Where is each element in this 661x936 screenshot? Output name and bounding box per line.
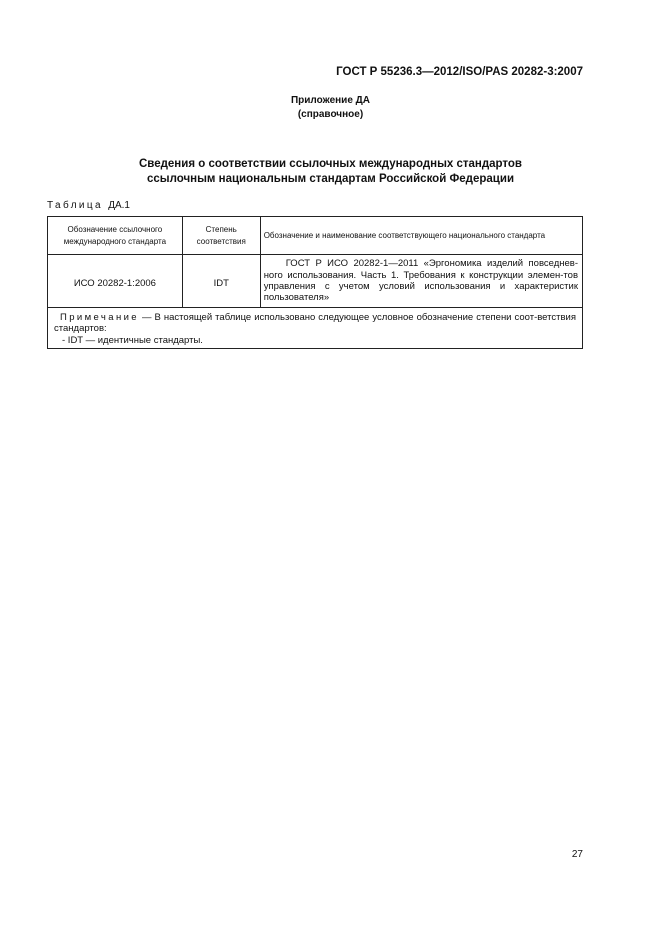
table-note-row: [48, 308, 583, 349]
cell-national-standard: ГОСТ Р ИСО 20282-1—2011 «Эргономика изделий повседнев-ного использования. Часть 1. Требования к конструкции элемен-тов управления с учетом условий использования и характеристик пользователя»: [260, 255, 582, 308]
section-title-line-2: ссылочным национальным стандартам Российской Федерации: [146, 173, 515, 185]
page-number: 27: [571, 849, 583, 860]
header-col2-line2: соответствия: [196, 236, 246, 246]
table-label: [47, 200, 130, 211]
header-international-standard: [48, 217, 183, 255]
header-national-standard: Обозначение и наименование соответствующего национального стандарта: [260, 217, 582, 255]
header-col2-line1: Степень: [205, 224, 237, 234]
table-row: [48, 255, 583, 308]
note-body: — В настоящей таблице использовано следующее условное обозначение степени соот-ветствия стандартов:: [54, 312, 576, 335]
table-header-row: [48, 217, 583, 255]
header-col1-line2: международного стандарта: [63, 236, 167, 246]
note-text: [54, 312, 576, 335]
section-title-line-1: Сведения о соответствии ссылочных международных стандартов: [138, 158, 522, 170]
section-title: [0, 157, 661, 187]
header-col1-line1: Обозначение ссылочного: [67, 224, 163, 234]
note-item: - IDT — идентичные стандарты.: [62, 334, 203, 346]
cell-international-standard: ИСО 20282-1:2006: [48, 255, 183, 308]
table-note: [48, 308, 583, 349]
header-degree-of-correspondence: [182, 217, 260, 255]
cell-degree: IDT: [182, 255, 260, 308]
table-label-prefix: Таблица: [47, 200, 104, 211]
annex-subtitle: (справочное): [297, 109, 364, 120]
annex-title: Приложение ДА: [290, 95, 371, 106]
note-label: Примечание: [60, 312, 139, 323]
correspondence-table: [47, 216, 583, 349]
standard-code: ГОСТ Р 55236.3—2012/ISO/PAS 20282-3:2007: [336, 66, 583, 78]
table-label-number: ДА.1: [108, 200, 130, 211]
